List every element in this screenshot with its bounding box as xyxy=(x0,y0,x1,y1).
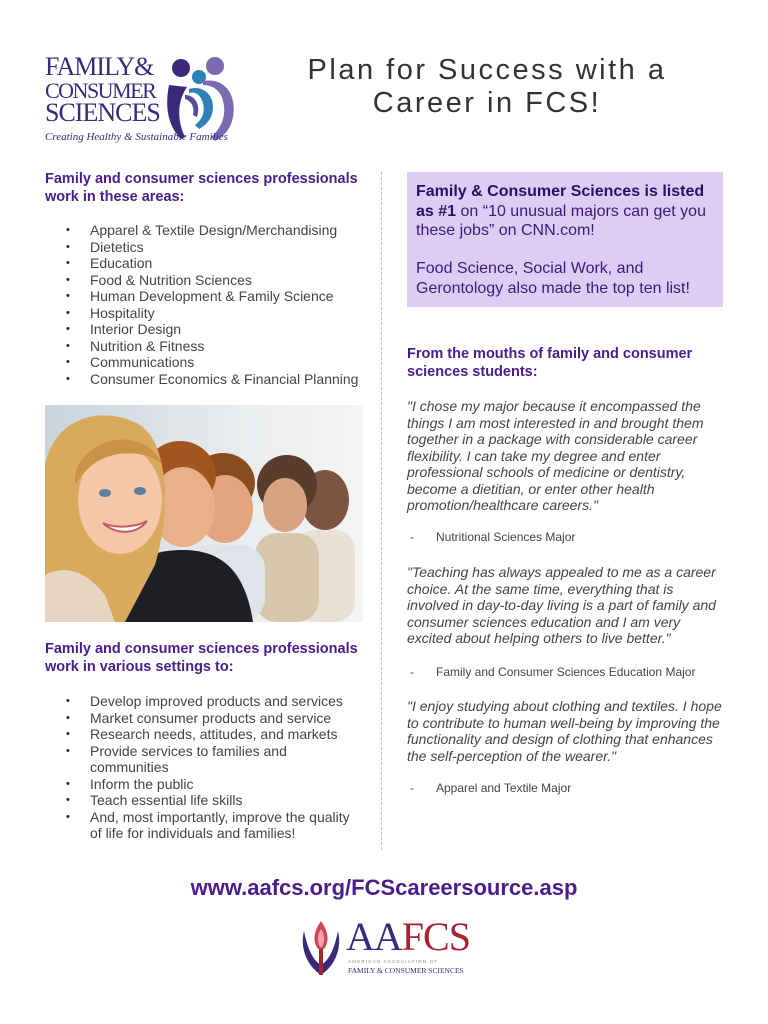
family-figures-icon xyxy=(163,55,238,141)
logo-tagline: Creating Healthy & Sustainable Families xyxy=(45,131,228,143)
aafcs-fullname: FAMILY & CONSUMER SCIENCES xyxy=(348,966,464,975)
list-item: • Research needs, attitudes, and markets xyxy=(45,726,365,743)
attribution-name: Nutritional Sciences Major xyxy=(436,530,576,544)
aafcs-wordmark xyxy=(346,914,470,959)
list-item: • Apparel & Textile Design/Merchandising xyxy=(45,222,370,239)
list-item: • Develop improved products and services xyxy=(45,693,365,710)
logo-text-line1: FAMILY& xyxy=(45,52,154,81)
students-photo xyxy=(45,405,363,622)
fcs-logo xyxy=(45,52,240,147)
areas-list xyxy=(45,222,370,387)
areas-heading: Family and consumer sciences professionals work in these areas: xyxy=(45,171,358,205)
aafcs-subtitle: AMERICAN ASSOCIATION OF xyxy=(348,959,439,964)
footer-url-link[interactable]: www.aafcs.org/FCScareersource.asp xyxy=(190,875,578,900)
list-item: • Provide services to families and communities xyxy=(45,743,365,776)
logo-text-line3: SCIENCES xyxy=(45,98,160,127)
attribution-name: Apparel and Textile Major xyxy=(436,781,572,795)
settings-list xyxy=(45,693,365,842)
attribution-dash: - xyxy=(410,665,414,679)
list-item: • And, most importantly, improve the quality of life for individuals and families! xyxy=(45,809,365,842)
list-item: • Consumer Economics & Financial Planning xyxy=(45,371,370,388)
list-item: • Communications xyxy=(45,354,370,371)
students-heading: From the mouths of family and consumer sciences students: xyxy=(407,346,693,380)
aafcs-logo xyxy=(298,915,478,981)
attribution-name: Family and Consumer Sciences Education Major xyxy=(436,665,696,679)
list-item: • Interior Design xyxy=(45,321,370,338)
torch-emblem-icon xyxy=(298,917,344,979)
quote-1: "I chose my major because it encompassed the things I am most interested in and brought them together in a package with considerable career flexibility. I can take my degree and enter professional schools of medicine or dentistry, become a dietitian, or enter other health promotion/healthcare careers." xyxy=(407,398,704,513)
column-divider xyxy=(381,172,382,850)
list-item: • Dietetics xyxy=(45,239,370,256)
list-item: • Education xyxy=(45,255,370,272)
list-item: • Food & Nutrition Sciences xyxy=(45,272,370,289)
page-title xyxy=(262,54,712,120)
title-line-1: Plan for Success with a xyxy=(307,54,667,86)
callout-rest: on “10 unusual majors can get you these jobs” on CNN.com! xyxy=(416,202,706,239)
list-item: • Market consumer products and service xyxy=(45,710,365,727)
settings-heading: Family and consumer sciences professionals work in various settings to: xyxy=(45,641,358,675)
students-photo-illustration xyxy=(45,405,363,622)
quote-1-attribution xyxy=(410,530,575,544)
list-item: • Inform the public xyxy=(45,776,365,793)
attribution-dash: - xyxy=(410,781,414,795)
list-item: • Teach essential life skills xyxy=(45,792,365,809)
aafcs-wordmark-fcs: FCS xyxy=(401,914,470,959)
quote-2: "Teaching has always appealed to me as a career choice. At the same time, everything that is involved in day-to-day living is a part of family and consumer sciences education and I am very excited about helping others to live better." xyxy=(407,564,716,646)
cnn-callout-box xyxy=(407,172,723,307)
callout-text xyxy=(416,182,716,241)
list-item: • Nutrition & Fitness xyxy=(45,338,370,355)
aafcs-wordmark-aa: AA xyxy=(346,914,402,959)
quote-3-attribution xyxy=(410,781,571,795)
attribution-dash: - xyxy=(410,530,414,544)
quote-2-attribution xyxy=(410,665,695,679)
quote-3: "I enjoy studying about clothing and textiles. I hope to contribute to human well-being by improving the functionality and design of clothing that enhances the self-perception of the wearer." xyxy=(407,698,722,764)
title-line-2: Career in FCS! xyxy=(372,87,602,119)
list-item: • Human Development & Family Science xyxy=(45,288,370,305)
list-item: • Hospitality xyxy=(45,305,370,322)
logo-text-line2: CONSUMER xyxy=(45,78,156,103)
callout-bold: Family & Consumer Sciences is listed as #1 xyxy=(416,183,705,220)
callout-second: Food Science, Social Work, and Gerontology also made the top ten list! xyxy=(416,260,690,297)
